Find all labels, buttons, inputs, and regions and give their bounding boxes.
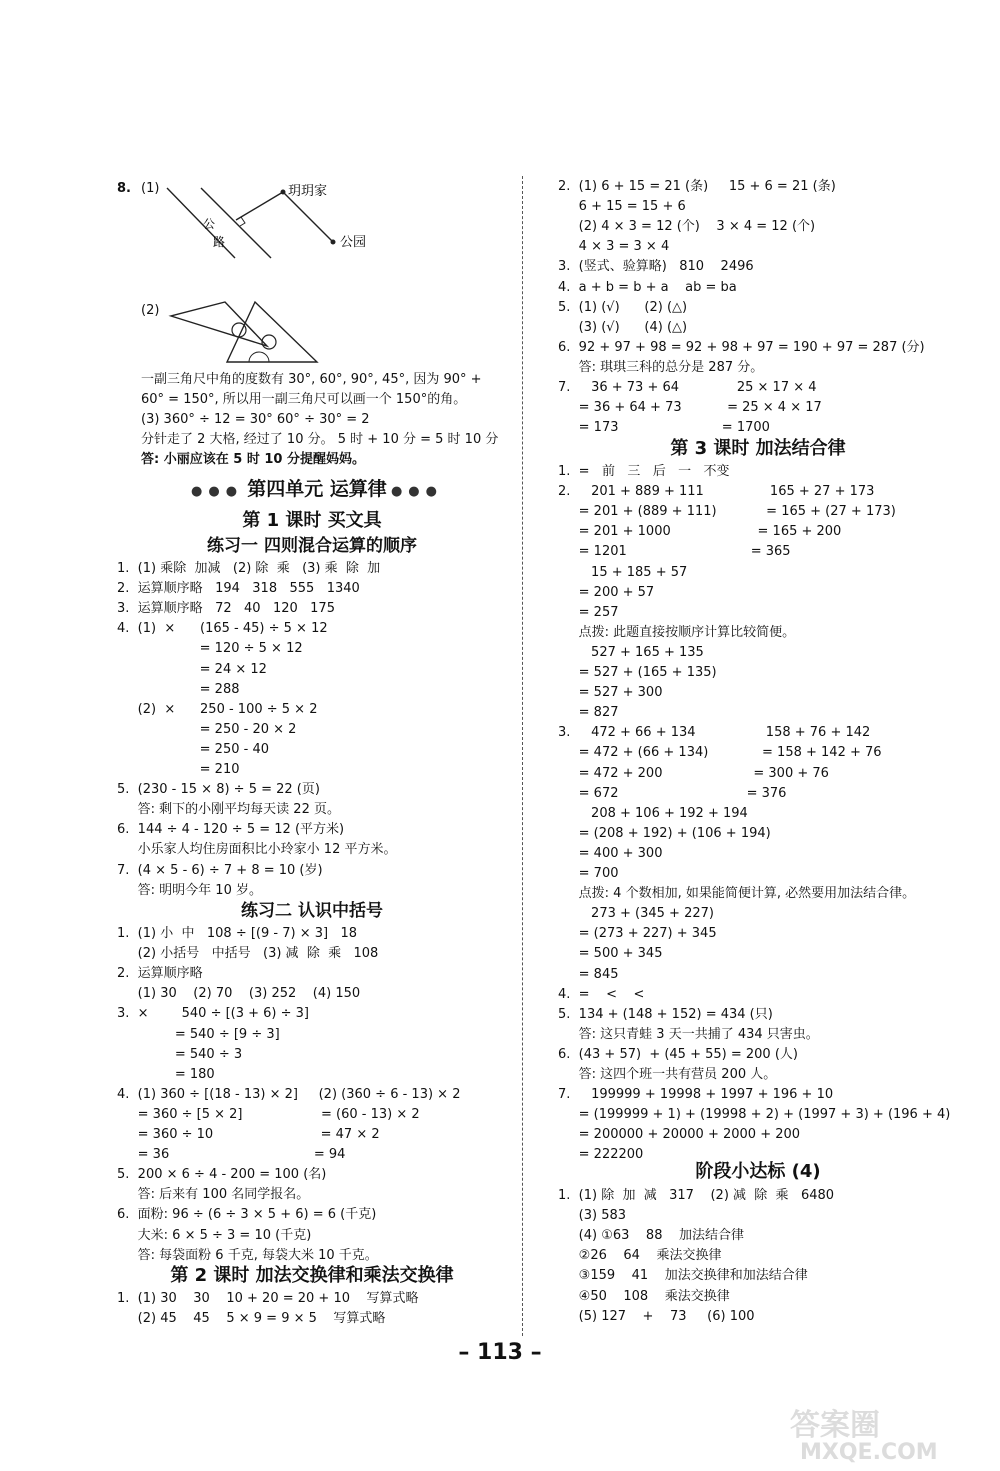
lesson2-line: (2) 45 45 5 × 9 = 9 × 5 写算式略 <box>117 1311 386 1327</box>
lesson3-line: = 827 <box>558 705 619 721</box>
ex1-line: 答: 剩下的小刚平均每天读 22 页。 <box>117 802 340 818</box>
ex2-line: = 540 ÷ 3 <box>117 1046 243 1062</box>
lesson3-line: = 1201 = 365 <box>558 544 791 560</box>
ex2-line: = 360 ÷ [5 × 2] = (60 - 13) × 2 <box>117 1106 420 1122</box>
house-label: 玥玥家 <box>288 184 328 199</box>
ex2-line: = 540 ÷ [9 ÷ 3] <box>117 1026 280 1042</box>
perpendicular-path <box>236 192 283 220</box>
right-top-line: 2. (1) 6 + 15 = 21 (条) 15 + 6 = 21 (条) <box>558 179 836 194</box>
ex1-line: 答: 明明今年 10 岁。 <box>117 882 262 898</box>
lesson1-title: 第 1 课时 买文具 <box>242 510 382 531</box>
ex2-line: 6. 面粉: 96 ÷ (6 ÷ 3 × 5 + 6) = 6 (千克) <box>117 1207 377 1223</box>
road-label-2: 路 <box>213 235 226 249</box>
lesson3-line: 5. 134 + (148 + 152) = 434 (只) <box>558 1006 773 1022</box>
exercise2-title: 练习二 认识中括号 <box>241 901 383 921</box>
q8-part2-label: (2) <box>141 303 160 318</box>
ex1-line: 7. (4 × 5 - 6) ÷ 7 + 8 = 10 (岁) <box>117 862 323 878</box>
lesson3-line: = 400 + 300 <box>558 845 663 861</box>
ex2-line: 1. (1) 小 中 108 ÷ [(9 - 7) × 3] 18 <box>117 926 357 941</box>
stage-line: ④50 108 乘法交换律 <box>558 1288 730 1304</box>
text8-line-4: 分针走了 2 大格, 经过了 10 分。 5 时 + 10 分 = 5 时 10 分 <box>141 432 499 447</box>
ex2-line: 答: 每袋面粉 6 千克, 每袋大米 10 千克。 <box>117 1247 378 1263</box>
stage-line: (5) 127 + 73 (6) 100 <box>558 1308 755 1324</box>
ex1-line: = 288 <box>117 681 240 697</box>
text8-line-3: (3) 360° ÷ 12 = 30° 60° ÷ 30° = 2 <box>141 412 370 427</box>
angle-arc <box>249 352 269 362</box>
right-top-line: 3. (竖式、验算略) 810 2496 <box>558 259 754 275</box>
road-diagram <box>157 180 417 270</box>
ex1-line: 小乐家人均住房面积比小玲家小 12 平方米。 <box>117 842 397 858</box>
lesson3-title: 第 3 课时 加法结合律 <box>670 438 846 459</box>
park-label: 公园 <box>340 235 367 250</box>
ex1-line: 3. 运算顺序略 72 40 120 175 <box>117 601 335 617</box>
right-top-line: 4 × 3 = 3 × 4 <box>558 239 670 255</box>
ex1-line: = 210 <box>117 762 240 777</box>
ex1-line: (2) × 250 - 100 ÷ 5 × 2 <box>117 701 318 717</box>
ex1-line: 5. (230 - 15 × 8) ÷ 5 = 22 (页) <box>117 782 320 798</box>
ex2-line: = 180 <box>117 1066 215 1082</box>
lesson3-line: 1. = 前 三 后 一 不变 <box>558 464 730 479</box>
ex2-line: 答: 后来有 100 名同学报名。 <box>117 1187 310 1203</box>
stage-line: ③159 41 加法交换律和加法结合律 <box>558 1268 808 1284</box>
house-point <box>281 190 286 195</box>
lesson3-line: = 700 <box>558 866 619 881</box>
q8-answer: 答: 小丽应该在 5 时 10 分提醒妈妈。 <box>141 452 365 467</box>
lesson3-line: 点拨: 4 个数相加, 如果能简便计算, 必然要用加法结合律。 <box>558 886 916 902</box>
ex2-line: 5. 200 × 6 ÷ 4 - 200 = 100 (名) <box>117 1167 327 1183</box>
ex1-line: = 250 - 20 × 2 <box>117 721 297 737</box>
right-angle-mark <box>240 217 245 226</box>
lesson3-line: 点拨: 此题直接按顺序计算比较简便。 <box>558 624 796 640</box>
lesson3-line: = 200000 + 20000 + 2000 + 200 <box>558 1127 801 1143</box>
text8-line-1: 一副三角尺中角的度数有 30°, 60°, 90°, 45°, 因为 90° + <box>141 372 482 387</box>
right-top-line: 6. 92 + 97 + 98 = 92 + 98 + 97 = 190 + 97 = 287 (分) <box>558 339 925 355</box>
lesson3-line: = 527 + (165 + 135) <box>558 665 717 680</box>
ex2-line: 2. 运算顺序略 <box>117 966 203 982</box>
ex2-line: 大米: 6 × 5 ÷ 3 = 10 (千克) <box>117 1227 312 1243</box>
ex2-line: (2) 小括号 中括号 (3) 减 除 乘 108 <box>117 946 379 962</box>
park-point <box>331 240 336 245</box>
ex1-line: = 250 - 40 <box>117 741 269 757</box>
stage-line: 1. (1) 除 加 减 317 (2) 减 除 乘 6480 <box>558 1188 835 1203</box>
ex1-line: 4. (1) × (165 - 45) ÷ 5 × 12 <box>117 621 328 637</box>
ex1-line: 1. (1) 乘除 加减 (2) 除 乘 (3) 乘 除 加 <box>117 561 381 576</box>
lesson3-line: = 472 + (66 + 134) = 158 + 142 + 76 <box>558 745 882 761</box>
ex2-line: 4. (1) 360 ÷ [(18 - 13) × 2] (2) (360 ÷ 6 - 13) × 2 <box>117 1086 461 1102</box>
unit-heading <box>147 480 487 501</box>
lesson3-line: 273 + (345 + 227) <box>558 906 714 922</box>
q8-part1-label: (1) <box>141 181 160 196</box>
lesson3-line: 4. = < < <box>558 986 645 1002</box>
right-top-line: (2) 4 × 3 = 12 (个) 3 × 4 = 12 (个) <box>558 219 816 235</box>
ex2-line: = 36 = 94 <box>117 1147 346 1163</box>
dots-left-icon: ●●● <box>191 483 244 499</box>
watermark-brand: 答案圈 <box>790 1408 880 1443</box>
lesson3-line: = 201 + (889 + 111) = 165 + (27 + 173) <box>558 504 896 520</box>
road-label-1: 公 <box>203 217 216 231</box>
right-top-line: 答: 琪琪三科的总分是 287 分。 <box>558 359 764 375</box>
lesson3-line: = (273 + 227) + 345 <box>558 926 717 942</box>
lesson3-line: 7. 199999 + 19998 + 1997 + 196 + 10 <box>558 1087 834 1103</box>
lesson3-line: = 500 + 345 <box>558 946 663 962</box>
lesson3-line: = 527 + 300 <box>558 685 663 701</box>
right-top-line: 5. (1) (√) (2) (△) <box>558 299 688 315</box>
text8-line-2: 60° = 150°, 所以用一副三角尺可以画一个 150°的角。 <box>141 392 467 407</box>
right-top-line: = 173 = 1700 <box>558 420 770 436</box>
right-top-line: 7. 36 + 73 + 64 25 × 17 × 4 <box>558 380 817 395</box>
lesson3-line: 527 + 165 + 135 <box>558 644 704 660</box>
lesson3-line: 3. 472 + 66 + 134 158 + 76 + 142 <box>558 725 871 741</box>
exercise1-title: 练习一 四则混合运算的顺序 <box>207 536 417 556</box>
triangle-ruler-45 <box>227 302 317 362</box>
stage-line: (4) ①63 88 加法结合律 <box>558 1228 745 1244</box>
column-divider <box>522 176 523 1336</box>
lesson3-line: = 201 + 1000 = 165 + 200 <box>558 524 842 540</box>
stage-line: (3) 583 <box>558 1208 627 1224</box>
ex2-line: 3. × 540 ÷ [(3 + 6) ÷ 3] <box>117 1006 310 1022</box>
lesson3-line: 208 + 106 + 192 + 194 <box>558 805 748 821</box>
lesson3-line: 答: 这只青蛙 3 天一共捕了 434 只害虫。 <box>558 1026 819 1042</box>
lesson3-line: 15 + 185 + 57 <box>558 564 688 580</box>
page-number: – 113 – <box>458 1340 542 1365</box>
right-top-line: 6 + 15 = 15 + 6 <box>558 199 686 215</box>
lesson2-title: 第 2 课时 加法交换律和乘法交换律 <box>170 1265 454 1286</box>
lesson2-line: 1. (1) 30 30 10 + 20 = 20 + 10 写算式略 <box>117 1291 419 1306</box>
lesson3-line: = 257 <box>558 604 619 620</box>
lesson3-line: = 200 + 57 <box>558 584 655 600</box>
ex2-line: (1) 30 (2) 70 (3) 252 (4) 150 <box>117 986 361 1002</box>
ex1-line: 2. 运算顺序略 194 318 555 1340 <box>117 581 360 597</box>
lesson3-line: = 672 = 376 <box>558 785 787 801</box>
right-top-line: (3) (√) (4) (△) <box>558 319 688 335</box>
right-top-line: = 36 + 64 + 73 = 25 × 4 × 17 <box>558 400 822 416</box>
stage-title: 阶段小达标 (4) <box>695 1161 821 1182</box>
lesson3-line: = 472 + 200 = 300 + 76 <box>558 765 829 781</box>
path-to-park <box>283 192 333 242</box>
lesson3-line: = (208 + 192) + (106 + 194) <box>558 825 771 841</box>
lesson3-line: 6. (43 + 57) + (45 + 55) = 200 (人) <box>558 1046 798 1062</box>
dots-right-icon: ●●● <box>390 483 443 499</box>
ex1-line: 6. 144 ÷ 4 - 120 ÷ 5 = 12 (平方米) <box>117 822 345 838</box>
lesson3-line: 答: 这四个班一共有营员 200 人。 <box>558 1067 777 1082</box>
ex1-line: = 24 × 12 <box>117 661 267 677</box>
lesson3-line: 2. 201 + 889 + 111 165 + 27 + 173 <box>558 484 875 500</box>
ex2-line: = 360 ÷ 10 = 47 × 2 <box>117 1127 380 1142</box>
watermark-site: MXQE.COM <box>800 1440 938 1465</box>
lesson3-line: = 845 <box>558 966 619 982</box>
ex1-line: = 120 ÷ 5 × 12 <box>117 641 303 657</box>
q8-number: 8. <box>117 181 131 196</box>
lesson3-line: = (199999 + 1) + (19998 + 2) + (1997 + 3) + (196 + 4) <box>558 1107 951 1123</box>
triangle-rulers-diagram <box>167 300 327 370</box>
lesson3-line: = 222200 <box>558 1147 644 1163</box>
unit-title: 第四单元 运算律 <box>247 478 387 500</box>
stage-line: ②26 64 乘法交换律 <box>558 1248 722 1264</box>
right-top-line: 4. a + b = b + a ab = ba <box>558 279 737 295</box>
